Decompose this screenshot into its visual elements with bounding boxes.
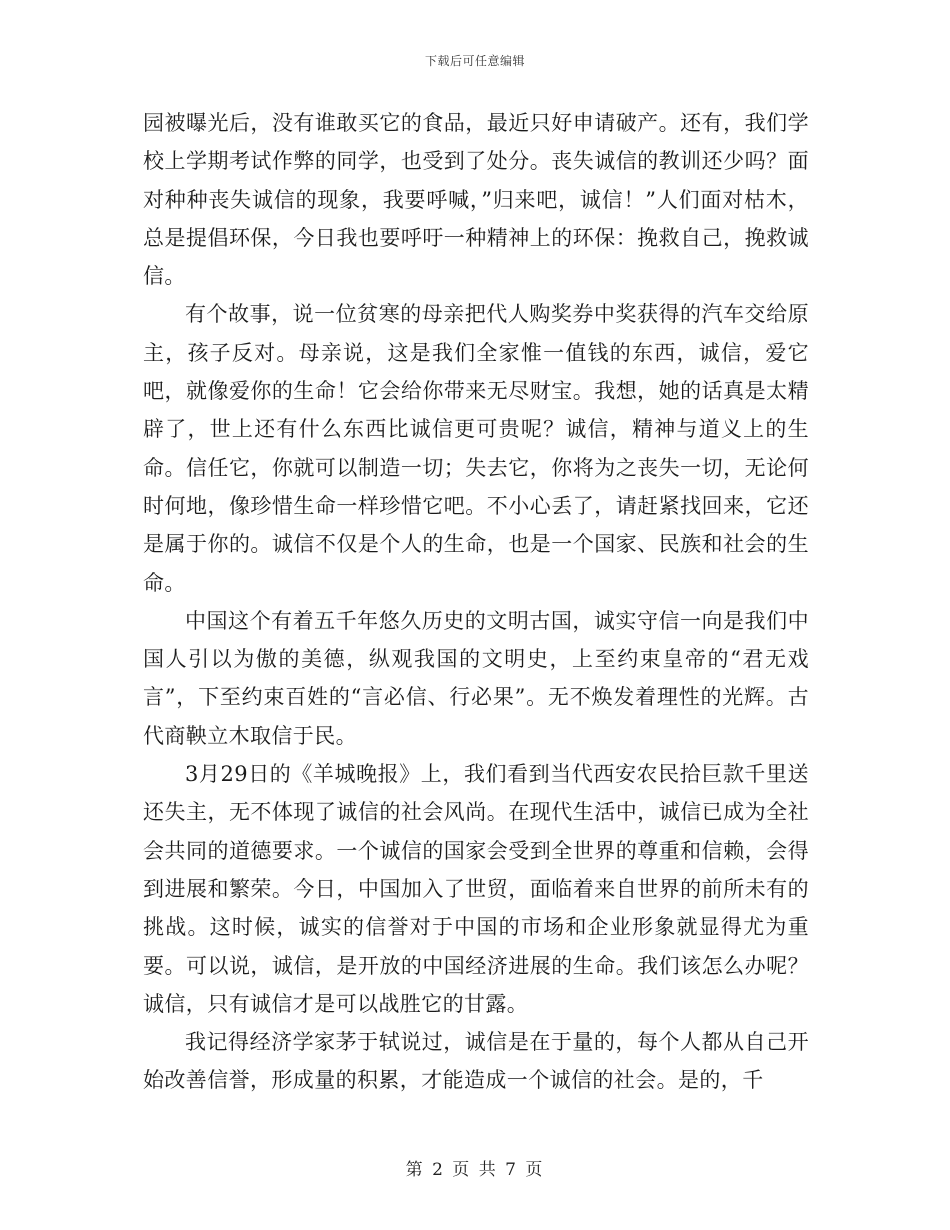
paragraph-2: 有个故事，说一位贫寒的母亲把代人购奖券中奖获得的汽车交给原主，孩子反对。母亲说，这是我们全家惟一值钱的东西，诚信，爱它吧，就像爱你的生命！它会给你带来无尽财宝。我想，她的话真是太精辟了，世上还有什么东西比诚信更可贵呢？诚信，精神与道义上的生命。信任它，你就可以制造一切；失去它，你将为之丧失一切，无论何时何地，像珍惜生命一样珍惜它吧。不小心丢了，请赶紧找回来，它还是属于你的。诚信不仅是个人的生命，也是一个国家、民族和社会的生命。	[143, 302, 809, 595]
paragraph-1: 园被曝光后，没有谁敢买它的食品，最近只好申请破产。还有，我们学校上学期考试作弊的同学，也受到了处分。丧失诚信的教训还少吗？面对种种丧失诚信的现象，我要呼喊，”归来吧，诚信！”人们面对枯木，总是提倡环保，今日我也要呼吁一种精神上的环保：挽救自己，挽救诚信。	[143, 111, 809, 289]
paragraph-4: 3月29日的《羊城晚报》上，我们看到当代西安农民拾巨款千里送还失主，无不体现了诚信的社会风尚。在现代生活中，诚信已成为全社会共同的道德要求。一个诚信的国家会受到全世界的尊重和信赖，会得到进展和繁荣。今日，中国加入了世贸，面临着来自世界的前所未有的挑战。这时候，诚实的信誉对于中国的市场和企业形象就显得尤为重要。可以说，诚信，是开放的中国经济进展的生命。我们该怎么办呢？诚信，只有诚信才是可以战胜它的甘露。	[143, 762, 809, 1016]
page-number-footer: 第 2 页 共 7 页	[405, 1160, 545, 1180]
paragraph-3: 中国这个有着五千年悠久历史的文明古国，诚实守信一向是我们中国人引以为傲的美德，纵观我国的文明史，上至约束皇帝的“君无戏言”，下至约束百姓的“言必信、行必果”。无不焕发着理性的光辉。古代商鞅立木取信于民。	[143, 608, 809, 748]
document-body	[143, 104, 809, 1100]
page-header: 下载后可任意编辑	[424, 54, 525, 68]
paragraph-5: 我记得经济学家茅于轼说过，诚信是在于量的，每个人都从自己开始改善信誉，形成量的积累，才能造成一个诚信的社会。是的，千	[143, 1030, 809, 1093]
